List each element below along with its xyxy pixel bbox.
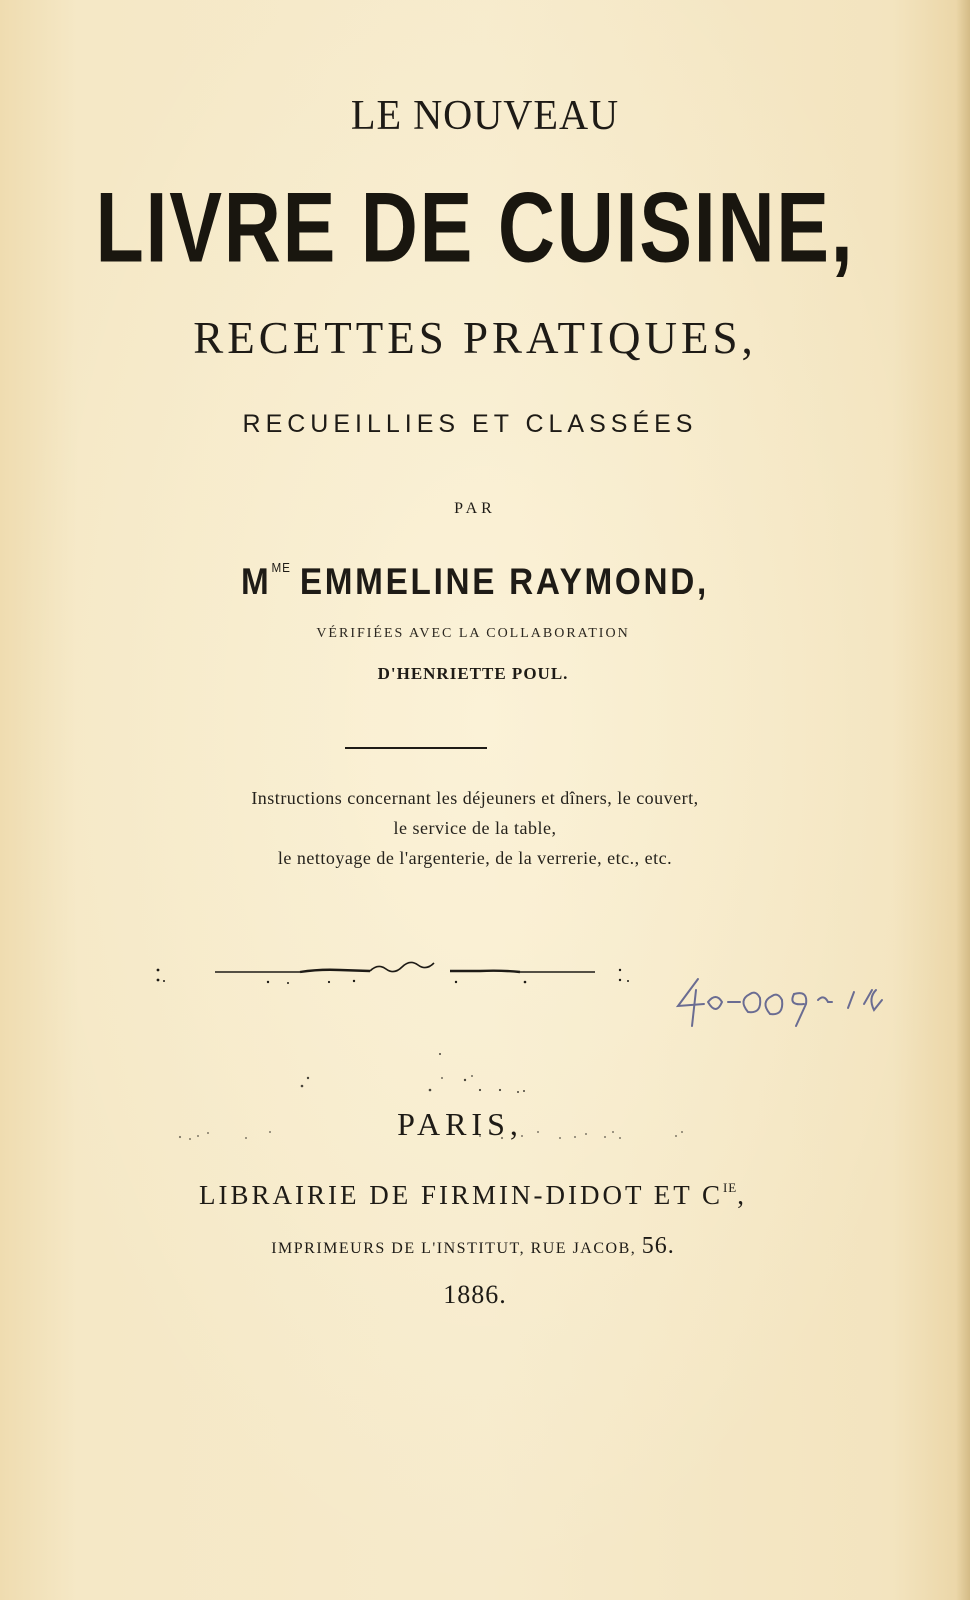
imprint-publisher-superscript: IE (722, 1180, 738, 1195)
author-line (39, 560, 912, 603)
imprint-printer-number: 56. (641, 1233, 675, 1259)
imprint-publisher-end: , (737, 1180, 747, 1210)
separator-rule (345, 747, 487, 749)
printer-ornament (150, 960, 640, 1000)
page-edge-shadow (956, 0, 970, 1600)
handwritten-shelfmark (668, 964, 968, 1034)
subtitle-secondary: RECUEILLIES ET CLASSÉES (242, 410, 698, 438)
subtitle: RECETTES PRATIQUES, (193, 313, 757, 363)
instructions-line-3: le nettoyage de l'argenterie, de la verrerie, etc., etc. (277, 848, 673, 868)
imprint-publisher: LIBRAIRIE DE FIRMIN-DIDOT ET C (198, 1180, 723, 1210)
author-prefix: M (241, 561, 272, 602)
imprint-printer: IMPRIMEURS DE L'INSTITUT, RUE JACOB, (271, 1240, 637, 1257)
verified-line: VÉRIFIÉES AVEC LA COLLABORATION (316, 626, 630, 641)
imprint-city: PARIS, (397, 1106, 523, 1142)
imprint-printer-line (0, 1233, 958, 1260)
title-line-nouveau: LE NOUVEAU (350, 93, 620, 139)
main-title: LIVRE DE CUISINE, (95, 172, 855, 284)
collaborator-name: D'HENRIETTE POUL. (377, 664, 569, 683)
imprint-publisher-line (0, 1180, 958, 1211)
author-prefix-superscript: ME (271, 560, 291, 575)
imprint-year: 1886. (443, 1280, 507, 1309)
by-label: PAR (454, 500, 496, 517)
instructions-line-2: le service de la table, (393, 818, 557, 838)
author-name: EMMELINE RAYMOND, (299, 561, 709, 602)
instructions-line-1: Instructions concernant les déjeuners et dîners, le couvert, (251, 788, 699, 808)
